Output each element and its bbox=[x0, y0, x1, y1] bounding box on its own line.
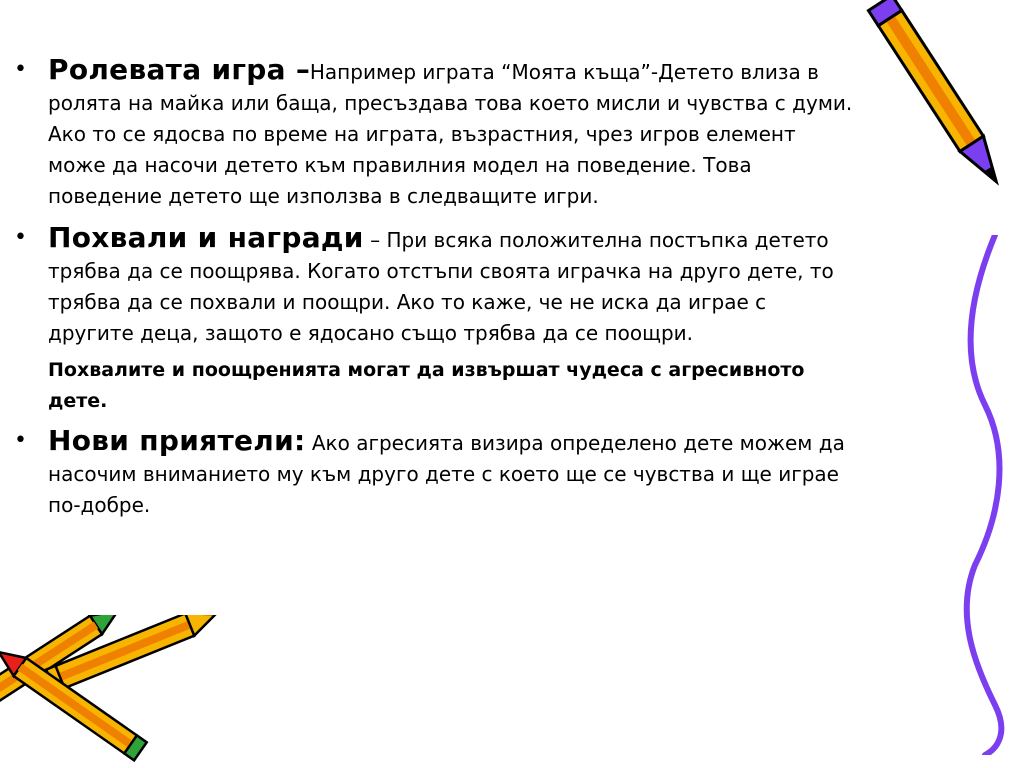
bullet-marker: • bbox=[14, 57, 27, 82]
bullet-item-role-play bbox=[14, 54, 854, 212]
bullet-marker: • bbox=[14, 428, 27, 453]
pencil-stripe bbox=[886, 15, 976, 146]
bullet-list bbox=[14, 54, 854, 521]
bullet-heading: Похвали и награди bbox=[48, 221, 364, 254]
squiggle-line bbox=[955, 235, 1024, 755]
bullet-item-praise bbox=[14, 222, 854, 349]
bullet-text: При всяка положителна постъпка детето трябва да се поощрява. Когато отстъпи своята играчка на друго дете, то трябва да се похвали и поощри. Ако то каже, че не иска да играе с другите деца, защото е ядосано също трябва да се поощри. bbox=[48, 228, 834, 345]
pencil-icon bbox=[850, 0, 1020, 250]
bullet-text: Ако агресията визира определено дете можем да насочим вниманието му към друго дете с което ще се чувства и ще играе по-добре. bbox=[48, 431, 845, 517]
bullet-separator: – bbox=[295, 53, 310, 86]
bullet-heading: Нови приятели: bbox=[48, 424, 306, 457]
bullet-separator: – bbox=[363, 228, 387, 252]
bullet-marker: • bbox=[14, 225, 27, 250]
bullet-item-new-friends bbox=[14, 425, 854, 521]
pencils-icon bbox=[0, 615, 230, 765]
emphasis-note: Похвалите и поощренията могат да извършат чудеса с агресивното дете. bbox=[48, 359, 805, 412]
bullet-text: Например играта “Моята къща”-Детето влиза в ролята на майка или баща, пресъздава това което мисли и чувства с думи. Ако то се ядосва по време на играта, възрастния, чрез игров елемент може да насочи детето към правилния модел на поведение. Това поведение детето ще използва в следващите игри. bbox=[48, 60, 853, 208]
bullet-heading: Ролевата игра bbox=[48, 53, 296, 86]
